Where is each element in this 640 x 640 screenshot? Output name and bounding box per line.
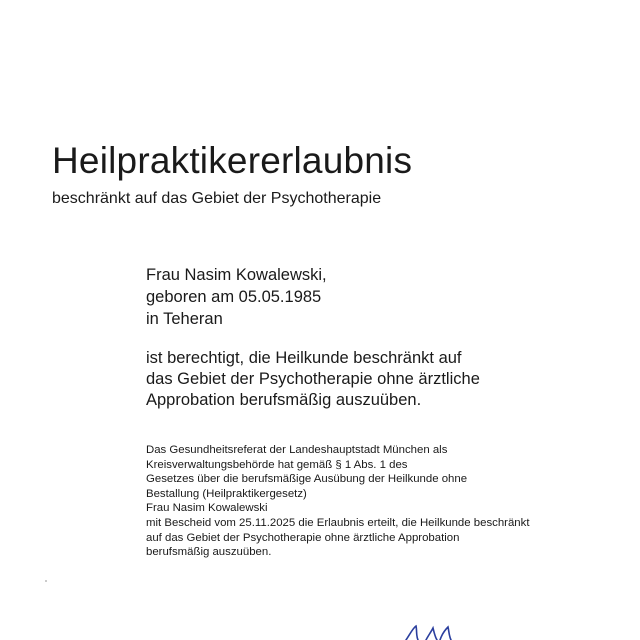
scan-speck [45, 580, 47, 582]
notice-line: Gesetzes über die berufsmäßige Ausübung der Heilkunde ohne [146, 473, 468, 486]
authority-notice [146, 443, 530, 560]
notice-line: Das Gesundheitsreferat der Landeshauptstadt München als [146, 444, 448, 456]
signature-mark [404, 624, 464, 640]
permission-line: ist berechtigt, die Heilkunde beschränkt auf [146, 349, 462, 367]
document-subtitle: beschränkt auf das Gebiet der Psychotherapie [52, 190, 382, 207]
permission-statement [146, 348, 480, 411]
document-title: Heilpraktikererlaubnis [52, 140, 413, 181]
person-birth-place: in Teheran [146, 310, 223, 328]
person-birth-date: geboren am 05.05.1985 [146, 288, 322, 306]
notice-line: Frau Nasim Kowalewski [146, 502, 268, 515]
notice-line: mit Bescheid vom 25.11.2025 die Erlaubnis erteilt, die Heilkunde beschränkt [146, 516, 530, 529]
person-block [146, 264, 327, 330]
notice-line: berufsmäßig auszuüben. [146, 546, 272, 559]
person-name: Frau Nasim Kowalewski, [146, 266, 327, 284]
notice-line: Kreisverwaltungsbehörde hat gemäß § 1 Abs. 1 des [146, 458, 408, 471]
permission-line: das Gebiet der Psychotherapie ohne ärztliche [146, 370, 480, 388]
permission-line: Approbation berufsmäßig auszuüben. [146, 391, 422, 409]
notice-line: auf das Gebiet der Psychotherapie ohne ärztliche Approbation [146, 531, 460, 544]
notice-line: Bestallung (Heilpraktikergesetz) [146, 487, 307, 500]
